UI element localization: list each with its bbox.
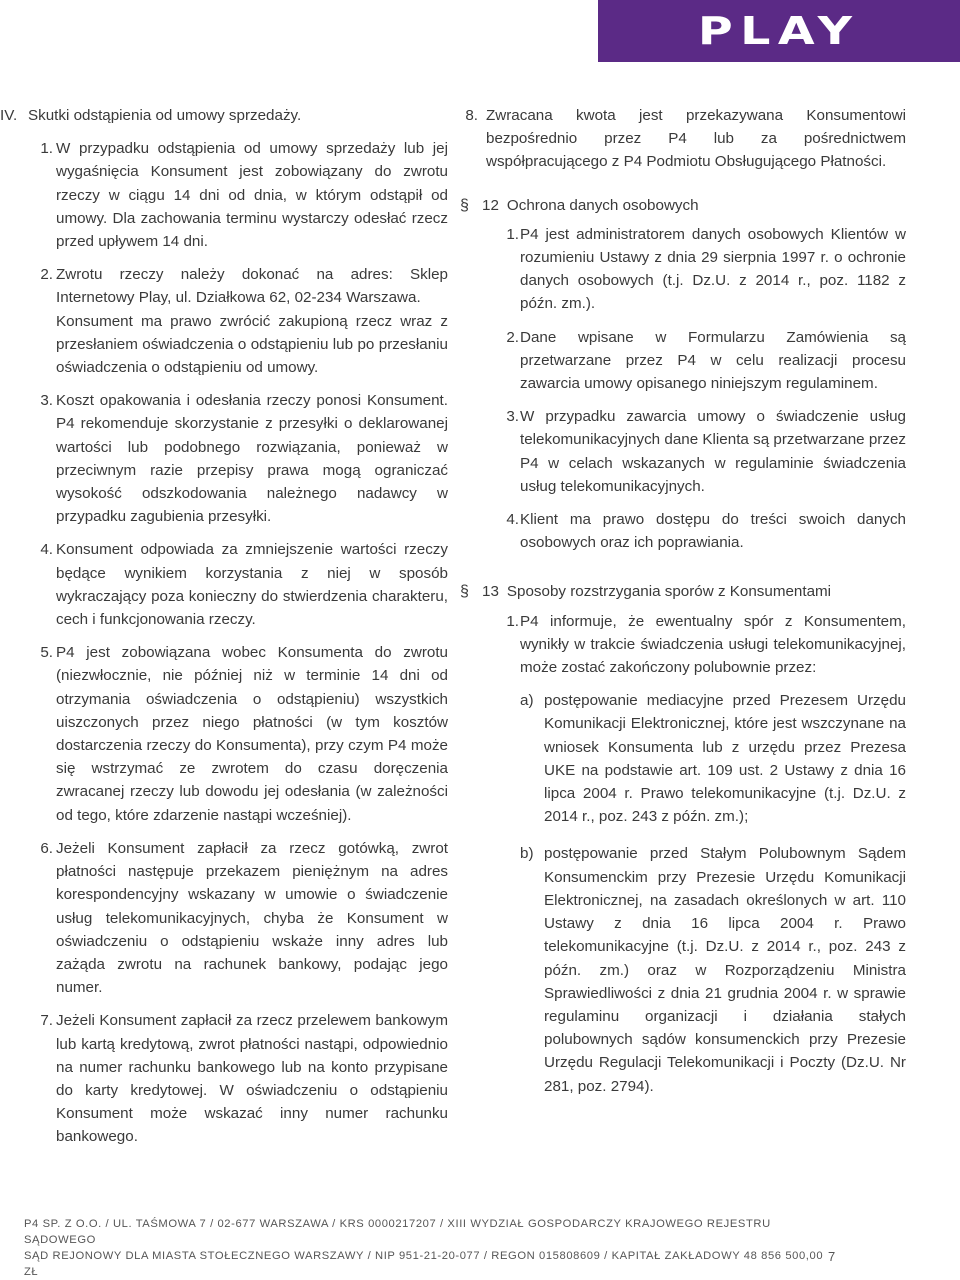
play-logo [598,0,960,62]
sub-item: a) postępowanie mediacyjne przed Prezesem Urzędu Komunikacji Elektronicznej, które jest wszczynane na wniosek Konsumenta lub z urzędu przez Prezesa UKE na podstawie art. 109 ust. 2 Ustawy z dnia 16 lipca 2004 r. Prawo telekomunikacyjne (t.j. Dz.U. z 2014 r., poz. 243 z późn. zm.); [520,692,906,826]
list-item: 3. W przypadku zawarcia umowy o świadczenie usług telekomunikacyjnych dane Klienta są przetwarzane przez P4 w celach wskazanych w regulaminie świadczenia usług telekomunikacyjnych. [506,408,906,495]
list-item: 2. Zwrotu rzeczy należy dokonać na adres: Sklep Internetowy Play, ul. Działkowa 62, 02-234 Warszawa. Konsument ma prawo zwrócić zakupioną rzecz wraz z przesłaniem oświadczenia o odstąpieniu lub po przesłaniu oświadczenia o odstąpieniu od umowy. [40,266,448,377]
list-item: 3. Koszt opakowania i odesłania rzeczy ponosi Konsument. P4 rekomenduje skorzystanie z przesyłki o deklarowanej wartości lub podobnego rozwiązania, ponieważ w przeciwnym razie przepisy prawa mogą ograniczać wysokość odszkodowania należnego nadawcy w przypadku zagubienia przesyłki. [40,392,448,526]
section-heading [0,104,448,127]
section-12-heading: § 12 Ochrona danych osobowych [460,194,906,217]
list-item: 7. Jeżeli Konsument zapłacił za rzecz przelewem bankowym lub kartą kredytową, zwrot płatności nastąpi, odpowiednio na numer rachunku bankowego lub na konto przypisane do karty kredytowej. W oświadczeniu o odstąpieniu Konsument może wskazać inny numer rachunku bankowego. [40,1012,448,1146]
section-13-heading: § 13 Sposoby rozstrzygania sporów z Konsumentami [460,580,906,603]
list-item: 4. Konsument odpowiada za zmniejszenie wartości rzeczy będące wynikiem korzystania z niej w sposób wykraczający poza konieczny do stwierdzenia charakteru, cech i funkcjonowania rzeczy. [40,541,448,629]
company-footer [24,1216,824,1280]
logo-text: PLAY [698,9,860,53]
list-item: 5. P4 jest zobowiązana wobec Konsumenta do zwrotu (niezwłocznie, nie później niż w terminie 14 dni od otrzymania oświadczenia o odstąpieniu) wszystkich uiszczonych przez niego płatności (w tym kosztów dostarczenia rzeczy do Konsumenta), przy czym P4 może się wstrzymać ze zwrotem do czasu doręczenia zwracanej rzeczy lub dowodu jej odesłania (w zależności od tego, które zdarzenie nastąpi wcześniej). [40,644,448,824]
list-item: 1. P4 jest administratorem danych osobowych Klientów w rozumieniu Ustawy z dnia 29 sierpnia 1997 r. o ochronie danych osobowych (t.j. Dz.U. z 2014 r., poz. 1182 z późn. zm.). [506,225,906,313]
section-12-title: Ochrona danych osobowych [506,196,699,214]
paragraph-sign-icon: § [460,196,469,214]
list-item: 1. W przypadku odstąpienia od umowy sprzedaży lub jej wygaśnięcia Konsument jest zobowiązany do zwrotu rzeczy w ciągu 14 dni od dnia, w którym odstąpił od umowy. Dla zachowania terminu wystarczy odesłać rzecz przed upływem 14 dni. [40,140,448,251]
right-column [460,104,906,1108]
list-item: 2. Dane wpisane w Formularzu Zamówienia są przetwarzane przez P4 w celu realizacji procesu zawarcia umowy opisanego niniejszym regulaminem. [506,328,906,393]
sub-item: b) postępowanie przed Stałym Polubownym Sądem Konsumenckim przy Prezesie Urzędu Komunikacji Elektronicznej, na zasadach określonych w art. 110 Ustawy z dnia 16 lipca 2004 r. Prawo telekomunikacyjne (t.j. Dz.U. z 2014 r., poz. 243 z późn. zm.) oraz w Rozporządzeniu Ministra Sprawiedliwości z dnia 21 grudnia 2004 r. w sprawie regulaminu organizacji i działania stałych polubownych sądów konsumenckich przy Prezesie Urzędu Regulacji Telekomunikacji i Poczty (Dz.U. Nr 281, poz. 2794). [520,845,906,1095]
footer-line-2: SĄD REJONOWY DLA MIASTA STOŁECZNEGO WARSZAWY / NIP 951-21-20-077 / REGON 015808609 / KAPITAŁ ZAKŁADOWY 48 856 500,00 ZŁ [24,1250,824,1278]
list-item: 8. Zwracana kwota jest przekazywana Konsumentowi bezpośrednio przez P4 lub za pośrednictwem współpracującego z P4 Podmiotu Obsługującego Płatności. [465,107,906,171]
section-roman: IV. [0,107,18,124]
paragraph-sign-icon: § [460,583,469,601]
section-title: Skutki odstąpienia od umowy sprzedaży. [28,107,302,124]
section-13-title: Sposoby rozstrzygania sporów z Konsumentami [506,583,832,601]
left-column [0,104,448,1159]
page-number: 7 [828,1249,836,1264]
footer-line-1: P4 SP. Z O.O. / UL. TAŚMOWA 7 / 02-677 WARSZAWA / KRS 0000217207 / XIII WYDZIAŁ GOSPODARCZY KRAJOWEGO REJESTRU SĄDOWEGO [24,1218,771,1246]
list-item: 6. Jeżeli Konsument zapłacił za rzecz gotówką, zwrot płatności następuje przekazem pieniężnym na adres korespondencyjny wskazany w umowie o świadczenie usług telekomunikacyjnych, chyba że Konsument w oświadczeniu o odstąpieniu wskaże inny adres lub zażąda zwrotu na rachunek bankowy, podając jego numer. [40,839,448,997]
list-item: 4. Klient ma prawo dostępu do treści swoich danych osobowych oraz ich poprawiania. [506,511,906,552]
list-item: 1. P4 informuje, że ewentualny spór z Konsumentem, wynikły w trakcie świadczenia usługi telekomunikacyjnej, może zostać zakończony polubownie przez: a) postępowanie mediacyjne przed Prezesem Urzędu Komunikacji Elektronicznej, które jest wszczynane na wniosek Konsumenta lub z urzędu przez Prezesa UKE na podstawie art. 109 ust. 2 Ustawy z dnia 16 lipca 2004 r. Prawo telekomunikacyjne (t.j. Dz.U. z 2014 r., poz. 243 z późn. zm.); b) postępowanie przed Stałym Polubownym Sądem Konsumenckim przy Prezesie Urzędu Komunikacji Elektronicznej, na zasadach określonych w art. 110 Ustawy z dnia 16 lipca 2004 r. Prawo telekomunikacyjne (t.j. Dz.U. z 2014 r., poz. 243 z późn. zm.) oraz w Rozporządzeniu Ministra Sprawiedliwości z dnia 21 grudnia 2004 r. w sprawie regulaminu organizacji i działania stałych polubownych sądów konsumenckich przy Prezesie Urzędu Regulacji Telekomunikacji i Poczty (Dz.U. Nr 281, poz. 2794). [486,610,906,1098]
